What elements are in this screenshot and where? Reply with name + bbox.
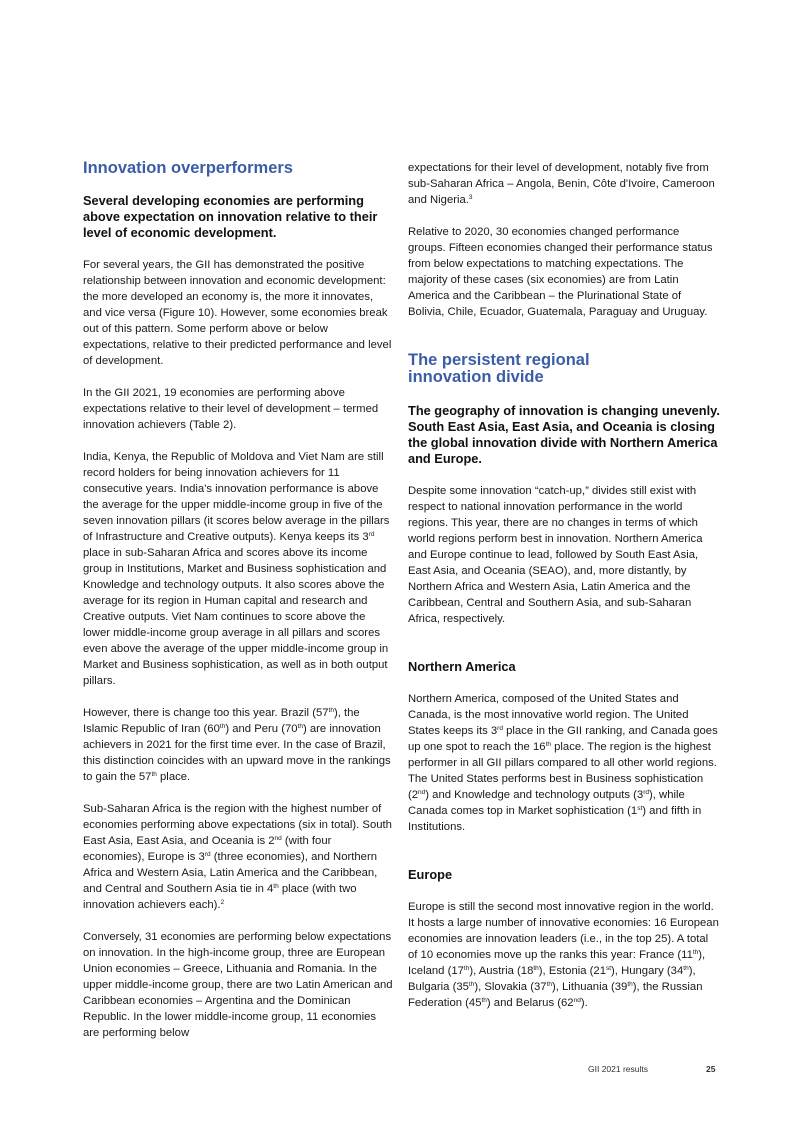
- body-paragraph: However, there is change too this year. Brazil (57th), the Islamic Republic of Iran (60th) and Peru (70th) are innovation achievers in 2021 for the first time ever. In the case of Brazil, this distinction coincides with an upward move in the rankings to gain the 57th place.: [83, 707, 391, 783]
- page-number: 25: [706, 1064, 716, 1074]
- lead-paragraph: The geography of innovation is changing unevenly. South East Asia, East Asia, and Oceania is closing the global innovation divide with Northern America and Europe.: [408, 403, 720, 466]
- body-paragraph: Europe is still the second most innovative region in the world. It hosts a large number of innovative economies: 16 European economies are innovation leaders (i.e., in the top 25). A total of 10 economies move up the ranks this year: France (11th), Iceland (17th), Austria (18th), Estonia (21st), Hungary (34th), Bulgaria (35th), Slovakia (37th), Lithuania (39th), the Russian Federation (45th) and Belarus (62nd).: [408, 901, 719, 1009]
- right-column: [408, 160, 720, 1011]
- section-heading: The persistent regional innovation divide: [408, 351, 590, 386]
- left-column: [83, 160, 393, 1041]
- body-paragraph: In the GII 2021, 19 economies are performing above expectations relative to their level of development – termed innovation achievers (Table 2).: [83, 387, 379, 431]
- body-paragraph: India, Kenya, the Republic of Moldova and Viet Nam are still record holders for being innovation achievers for 11 consecutive years. India's innovation performance is above the average for the upper middle-income group in five of the seven innovation pillars (it scores below average in the pillars of Infrastructure and Creative outputs). Kenya keeps its 3rd place in sub-Saharan Africa and scores above its income group in Institutions, Market and Business sophistication and Knowledge and technology outputs. It also scores above the average for its region in Human capital and research and Creative outputs. Viet Nam continues to score above the lower middle-income group average in all pillars and scores even above the average of the upper middle-income group in Market and Business sophistication, as well as in both output pillars.: [83, 451, 390, 687]
- body-paragraph: Conversely, 31 economies are performing below expectations on innovation. In the high-income group, three are European Union economies – Greece, Lithuania and Romania. In the upper middle-income group, there are two Latin American and Caribbean economies – Argentina and the Dominican Republic. In the lower middle-income group, 11 economies are performing below: [83, 931, 393, 1039]
- running-footer: GII 2021 results: [588, 1064, 649, 1074]
- lead-paragraph: Several developing economies are performing above expectation on innovation relative to their level of economic development.: [83, 193, 378, 240]
- section-heading: Innovation overperformers: [83, 159, 293, 177]
- body-paragraph: For several years, the GII has demonstrated the positive relationship between innovation and economic development: the more developed an economy is, the more it innovates, and vice versa (Figure 10). However, some economies break out of this pattern. Some perform above or below expectations, relative to their predicted performance and level of development.: [83, 259, 392, 367]
- body-paragraph: Sub-Saharan Africa is the region with the highest number of economies performing above expectations (six in total). South East Asia, East Asia, and Oceania is 2nd (with four economies), Europe is 3rd (three economies), and Northern Africa and Western Asia, Latin America and the Caribbean, and Central and Southern Asia tie in 4th place (with two innovation achievers each).$^2$: [83, 803, 392, 911]
- subheading: Northern America: [408, 659, 516, 674]
- body-paragraph: expectations for their level of development, notably five from sub-Saharan Africa – Angola, Benin, Côte d'Ivoire, Cameroon and Nigeria.$^3$: [408, 162, 715, 206]
- body-paragraph: Northern America, composed of the United States and Canada, is the most innovative world region. The United States keeps its 3rd place in the GII ranking, and Canada goes up one spot to reach the 16th place. The region is the highest performer in all GII pillars compared to all other world regions. The United States performs best in Business sophistication (2nd) and Knowledge and technology outputs (3rd), while Canada comes top in Market sophistication (1st) and fifth in Institutions.: [408, 693, 718, 833]
- body-paragraph: Relative to 2020, 30 economies changed performance groups. Fifteen economies changed their performance status from below expectations to matching expectations. The majority of these cases (six economies) are from Latin America and the Caribbean – the Plurinational State of Bolivia, Chile, Ecuador, Guatemala, Paraguay and Uruguay.: [408, 226, 713, 318]
- subheading: Europe: [408, 867, 453, 882]
- body-paragraph: Despite some innovation “catch-up,” divides still exist with respect to national innovation performance in the world regions. This year, there are no changes in terms of which world regions perform best in innovation. Northern America and Europe continue to lead, followed by South East Asia, East Asia, and Oceania (SEAO), and, more distantly, by Northern Africa and Western Asia, Latin America and the Caribbean, Central and Southern Asia, and sub-Saharan Africa, respectively.: [408, 485, 703, 625]
